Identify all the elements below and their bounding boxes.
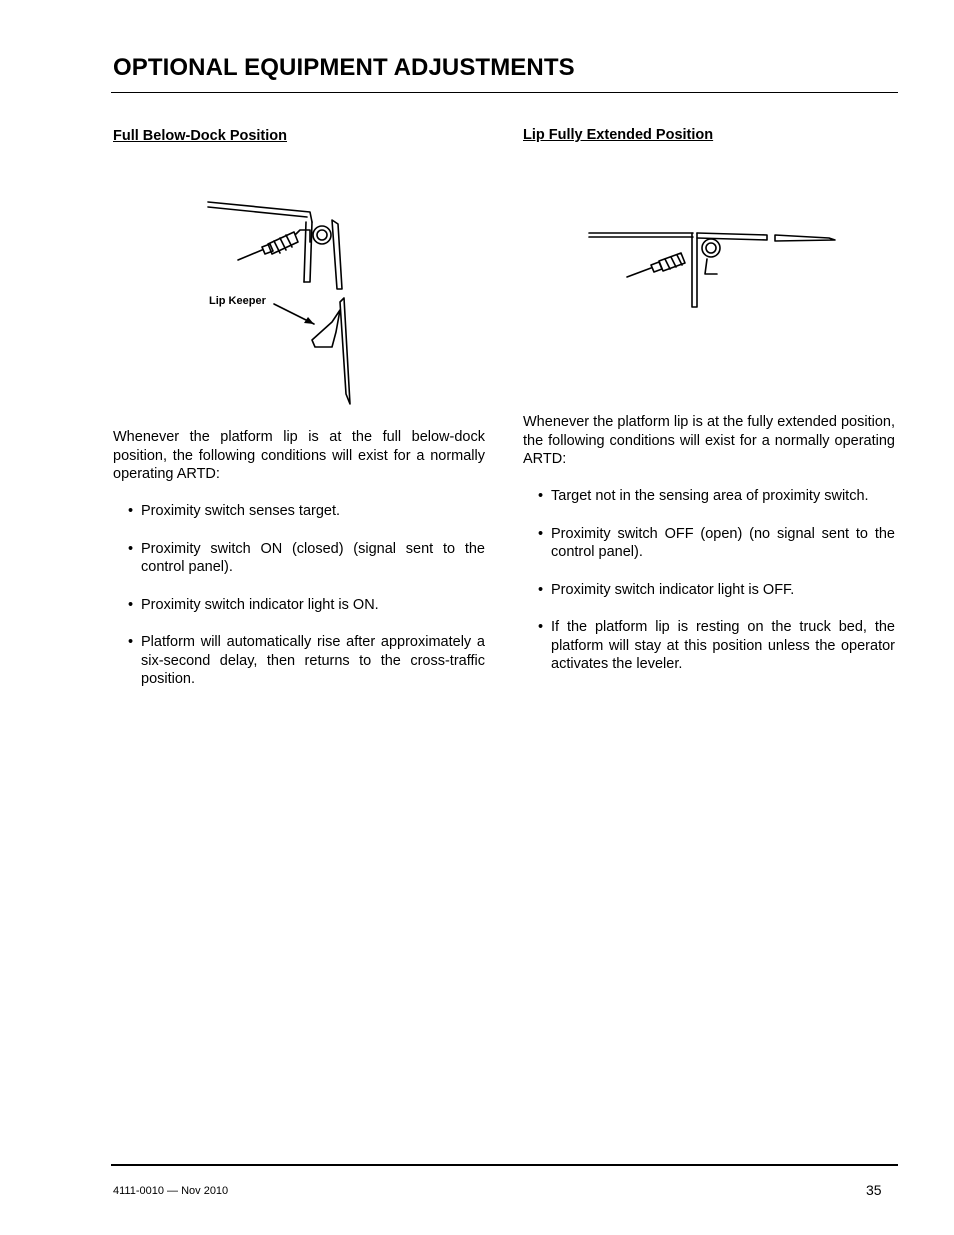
bullet-icon: • — [538, 619, 544, 636]
switch-cable — [627, 268, 651, 277]
lip-keeper-shape — [312, 310, 340, 347]
bullet-icon: • — [538, 525, 544, 542]
lip-keeper-label: Lip Keeper — [209, 295, 266, 307]
bullet-icon: • — [538, 581, 544, 598]
list-item — [523, 618, 895, 674]
bullet-icon: • — [128, 596, 134, 613]
bullet-icon: • — [128, 503, 134, 520]
header-rule — [111, 92, 898, 93]
bullet-text: Target not in the sensing area of proximity switch. — [551, 488, 869, 505]
left-bullet-list — [113, 502, 485, 689]
lip-extended-diagram — [585, 225, 845, 315]
bullet-text: Proximity switch indicator light is OFF. — [551, 581, 795, 598]
switch-cable — [238, 250, 262, 260]
list-item — [113, 596, 485, 615]
right-body — [523, 413, 895, 693]
list-item — [113, 540, 485, 577]
hinge-circle — [702, 239, 720, 257]
bullet-text: Proximity switch OFF (open) (no signal sent to the control panel). — [551, 525, 895, 561]
bullet-text: Platform will automatically rise after approximately a six-second delay, then returns to the cross-traffic position. — [141, 634, 485, 688]
left-column — [113, 128, 485, 144]
left-section-heading: Full Below-Dock Position — [113, 128, 288, 144]
right-bullet-list — [523, 487, 895, 674]
page-title: OPTIONAL EQUIPMENT ADJUSTMENTS — [113, 54, 575, 81]
right-section-heading: Lip Fully Extended Position — [523, 127, 714, 143]
right-intro-text: Whenever the platform lip is at the fully extended position, the following conditions will exist for a normally operating ARTD: — [523, 414, 895, 468]
bullet-icon: • — [538, 488, 544, 505]
bullet-icon: • — [128, 540, 134, 557]
bullet-text: Proximity switch senses target. — [141, 503, 341, 520]
hinge-circle — [313, 226, 331, 244]
left-intro-text: Whenever the platform lip is at the full below-dock position, the following conditions will exist for a normally operating ARTD: — [113, 429, 485, 483]
document-code: 4111-0010 — Nov 2010 — [113, 1185, 229, 1197]
bullet-text: Proximity switch indicator light is ON. — [141, 596, 379, 613]
left-body — [113, 428, 485, 708]
list-item — [523, 581, 895, 600]
footer-rule — [111, 1164, 898, 1166]
page-number: 35 — [866, 1182, 882, 1198]
bullet-text: Proximity switch ON (closed) (signal sent to the control panel). — [141, 540, 485, 576]
bullet-icon: • — [128, 634, 134, 651]
list-item — [113, 502, 485, 521]
bullet-text: If the platform lip is resting on the truck bed, the platform will stay at this position unless the operator activates the leveler. — [551, 619, 895, 673]
list-item — [523, 525, 895, 562]
list-item — [523, 487, 895, 506]
right-column — [523, 127, 895, 143]
list-item — [113, 633, 485, 689]
platform-lip — [340, 298, 350, 404]
